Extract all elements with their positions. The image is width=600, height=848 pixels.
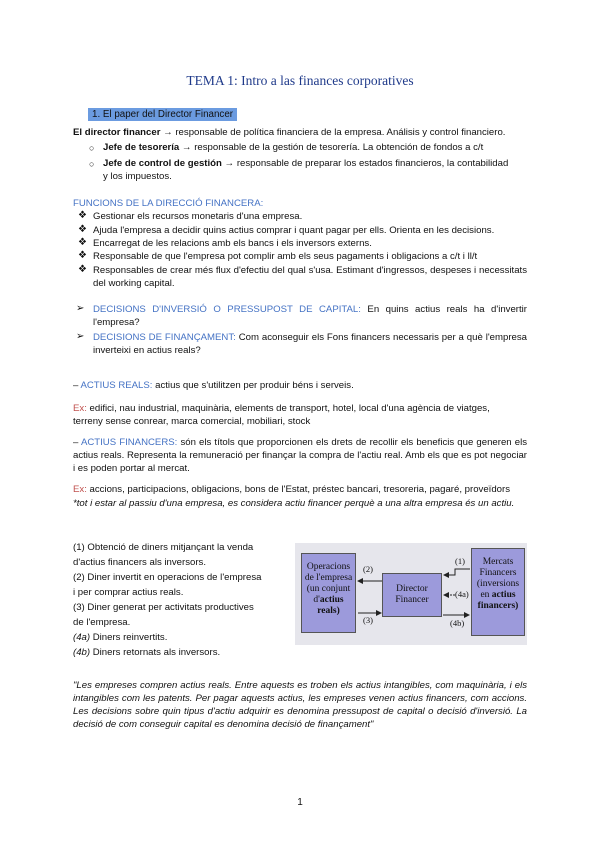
label-4b: (4b) (450, 618, 465, 628)
funcio-text: Ajuda l'empresa a decidir quins actius comprar i quant pagar per ells. Orienta en les decisions. (93, 225, 495, 236)
decision-label: DECISIONS DE FINANÇAMENT: (93, 332, 236, 343)
actius-financers-example (73, 484, 510, 496)
item-text: → responsable de la gestión de tesorería. La obtención de fondos a c/t (179, 142, 484, 153)
legend-num: (4b) (73, 647, 91, 658)
legend-num: (2) (73, 572, 85, 583)
ex-label: Ex: (73, 484, 87, 495)
funcio-item (78, 250, 478, 263)
intro-text: → responsable de política financiera de la empresa. Análisis y control financiero. (160, 127, 506, 138)
legend-text: Diner invertit en operacions de l'empresa (84, 572, 262, 583)
dash: – (73, 380, 79, 391)
funcio-text: Responsable de que l'empresa pot complir amb els seus pagaments i obligacions a c/t i ll/t (93, 251, 478, 262)
legend-line (73, 570, 261, 585)
label-1: (1) (455, 556, 465, 566)
list-item-continuation (103, 171, 172, 183)
legend-text: i per comprar actius reals. (73, 587, 184, 598)
box-line-bold: actius (491, 590, 516, 600)
box-line: en (480, 590, 492, 600)
funcio-item (78, 224, 495, 237)
actius-financers-note: *tot i estar al passiu d'una empresa, es considera actiu financer perquè a una altra empresa és un actiu. (73, 498, 515, 509)
legend-line (73, 630, 261, 645)
quote-paragraph: "Les empreses compren actius reals. Entre aquests es troben els actius intangibles, com maquinària, i els intangibles com les patents. Per pagar aquests actius, les empreses venen actius financers, com accions. Les decisions sobre quin tipus d'actiu adquirir es denomina pressupost de capital o decisió d'inversió. La decisió de com conseguir capital es denomina decisió de finançament" (73, 680, 527, 730)
decision-text: Com aconseguir els Fons financers necessaris per a què l'empresa inverteixi en actius reals? (93, 332, 528, 356)
item-bold: Jefe de control de gestión (103, 158, 222, 169)
box-line: Director (396, 584, 428, 594)
circle-bullet-icon: ○ (89, 159, 95, 169)
box-line: de l'empresa (304, 573, 353, 583)
ex-label: Ex: (73, 403, 87, 414)
diagram-legend (73, 540, 261, 660)
legend-num: (4a) (73, 632, 91, 643)
box-line: (inversions (476, 579, 520, 589)
diamond-bullet-icon: ❖ (78, 210, 87, 221)
legend-line (73, 615, 261, 630)
page-title: TEMA 1: Intro a las finances corporatives (186, 73, 414, 88)
actius-reals-def (73, 380, 354, 392)
intro-line (73, 127, 505, 139)
legend-line (73, 645, 261, 660)
legend-line (73, 600, 261, 615)
list-item (89, 142, 484, 154)
item-bold: Jefe de tesorería (103, 142, 180, 153)
section-heading: 1. El paper del Director Financer (88, 108, 237, 121)
box-line-bold: actius (319, 595, 344, 605)
diamond-bullet-icon: ❖ (78, 264, 87, 275)
arrow-bullet-icon: ➢ (76, 331, 85, 342)
flow-arrows (295, 543, 527, 645)
funcio-text: Encarregat de les relacions amb els bancs i els inversors externs. (93, 238, 372, 249)
funcio-text: Responsables de crear més flux d'efectiu del qual s'usa. Estimant d'ingressos, despeses i necessitats del working capital. (93, 265, 527, 289)
dash: – (73, 437, 79, 448)
list-item (89, 158, 509, 170)
box-line: reals) (317, 606, 340, 616)
decision-item (76, 331, 528, 357)
box-line: d' (313, 595, 320, 605)
legend-line (73, 585, 261, 600)
diamond-bullet-icon: ❖ (78, 224, 87, 235)
item-text: y los impuestos. (103, 171, 172, 182)
diamond-bullet-icon: ❖ (78, 250, 87, 261)
financial-flow-diagram (295, 543, 527, 645)
box-line: Financers (479, 568, 517, 578)
box-line: financers) (477, 601, 519, 611)
funcio-text: Gestionar els recursos monetaris d'una empresa. (93, 211, 303, 222)
decision-label: DECISIONS D'INVERSIÓ O PRESSUPOST DE CAPITAL: (93, 304, 361, 315)
legend-text: Obtenció de diners mitjançant la venda (84, 542, 254, 553)
circle-bullet-icon: ○ (89, 143, 95, 153)
decision-text: En quins actius reals ha d'invertir l'empresa? (93, 304, 527, 328)
label-3: (3) (363, 615, 373, 625)
box-line: (un conjunt (306, 584, 351, 594)
legend-text: Diners retornats als inversors. (90, 647, 221, 658)
actius-financers-label: ACTIUS FINANCERS: (80, 437, 178, 448)
box-line: Operacions (306, 562, 351, 572)
actius-financers-def (73, 436, 527, 475)
legend-num: (1) (73, 542, 85, 553)
funcio-item (78, 237, 372, 250)
arrow-1 (444, 569, 470, 575)
actius-financers-text: són els títols que proporcionen els drets de recollir els beneficis que generen els actius reals. Representa la remuneració per finançar la compra de l'actiu real. Amb els que es pot negociar i es poden portar al mercat. (73, 437, 528, 474)
legend-line (73, 540, 261, 555)
box-line: Mercats (482, 557, 514, 567)
ex-text: edifici, nau industrial, maquinària, elements de transport, hotel, local d'una agència de viatges, terreny sense conrear, marca comercial, mobiliari, stock (73, 403, 490, 427)
intro-bold: El director financer (73, 127, 161, 138)
legend-text: Diner generat per activitats productives (84, 602, 254, 613)
legend-text: de l'empresa. (73, 617, 131, 628)
funcio-item (78, 210, 303, 223)
ex-text: accions, participacions, obligacions, bons de l'Estat, préstec bancari, tresoreria, pagaré, proveïdors (86, 484, 510, 495)
label-4a: (4a) (455, 589, 469, 599)
legend-text: Diners reinvertits. (90, 632, 168, 643)
box-line: Financer (395, 595, 429, 605)
item-text: → responsable de preparar los estados financieros, la contabilidad (221, 158, 509, 169)
funcio-item (78, 264, 527, 290)
actius-reals-example (73, 402, 493, 428)
actius-reals-text: actius que s'utilitzen per produir béns i serveis. (152, 380, 354, 391)
page-number: 1 (297, 797, 303, 808)
funcions-heading: FUNCIONS DE LA DIRECCIÓ FINANCERA: (73, 198, 264, 209)
arrow-bullet-icon: ➢ (76, 303, 85, 314)
label-2: (2) (363, 564, 373, 574)
decision-item (76, 303, 527, 329)
legend-text: d'actius financers als inversors. (73, 557, 207, 568)
legend-num: (3) (73, 602, 85, 613)
legend-line (73, 555, 261, 570)
actius-reals-label: ACTIUS REALS: (80, 380, 153, 391)
diamond-bullet-icon: ❖ (78, 237, 87, 248)
